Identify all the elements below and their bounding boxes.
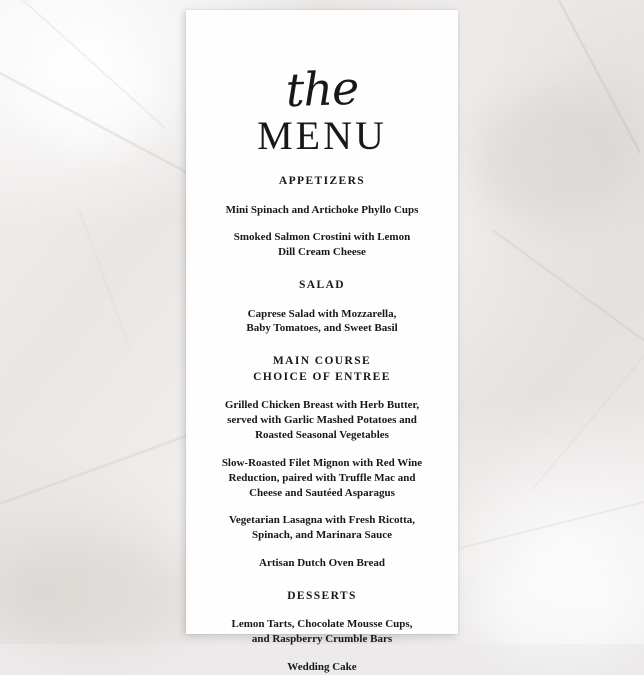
- menu-section-main-course: [208, 354, 436, 571]
- menu-item: Vegetarian Lasagna with Fresh Ricotta, Spinach, and Marinara Sauce: [228, 514, 416, 542]
- section-heading: DESSERTS: [287, 589, 357, 602]
- menu-section-appetizers: [208, 174, 436, 260]
- marble-vein: [444, 489, 644, 553]
- menu-item: Artisan Dutch Oven Bread: [259, 557, 385, 570]
- menu-item: Mini Spinach and Artichoke Phyllo Cups: [225, 203, 419, 216]
- section-heading: APPETIZERS: [278, 175, 366, 187]
- marble-vein: [532, 351, 644, 490]
- marble-vein: [79, 210, 131, 351]
- menu-item: Slow-Roasted Filet Mignon with Red Wine Reduction, paired with Truffle Mac and Cheese and Sautéed Asparagus: [221, 456, 423, 499]
- menu-section-desserts: [208, 589, 436, 675]
- section-heading: MAIN COURSE CHOICE OF ENTREE: [253, 355, 391, 383]
- menu-item: Lemon Tarts, Chocolate Mousse Cups, and Raspberry Crumble Bars: [231, 618, 413, 646]
- menu-item: Smoked Salmon Crostini with Lemon Dill Cream Cheese: [233, 231, 411, 259]
- marble-vein: [492, 230, 644, 372]
- marble-vein: [0, 429, 203, 512]
- menu-card-content: [186, 10, 458, 674]
- marble-blotch: [0, 540, 190, 650]
- marble-blotch: [470, 90, 640, 220]
- script-heading: the: [284, 60, 360, 118]
- menu-title: MENU: [257, 113, 387, 158]
- menu-item: Grilled Chicken Breast with Herb Butter, served with Garlic Mashed Potatoes and Roasted Seasonal Vegetables: [224, 399, 420, 441]
- menu-item: Caprese Salad with Mozzarella, Baby Tomatoes, and Sweet Basil: [246, 307, 398, 335]
- menu-item: Wedding Cake: [287, 661, 357, 674]
- menu-section-salad: [208, 278, 436, 336]
- menu-card: [186, 10, 458, 674]
- marble-blotch: [480, 560, 640, 660]
- section-heading: SALAD: [299, 279, 345, 292]
